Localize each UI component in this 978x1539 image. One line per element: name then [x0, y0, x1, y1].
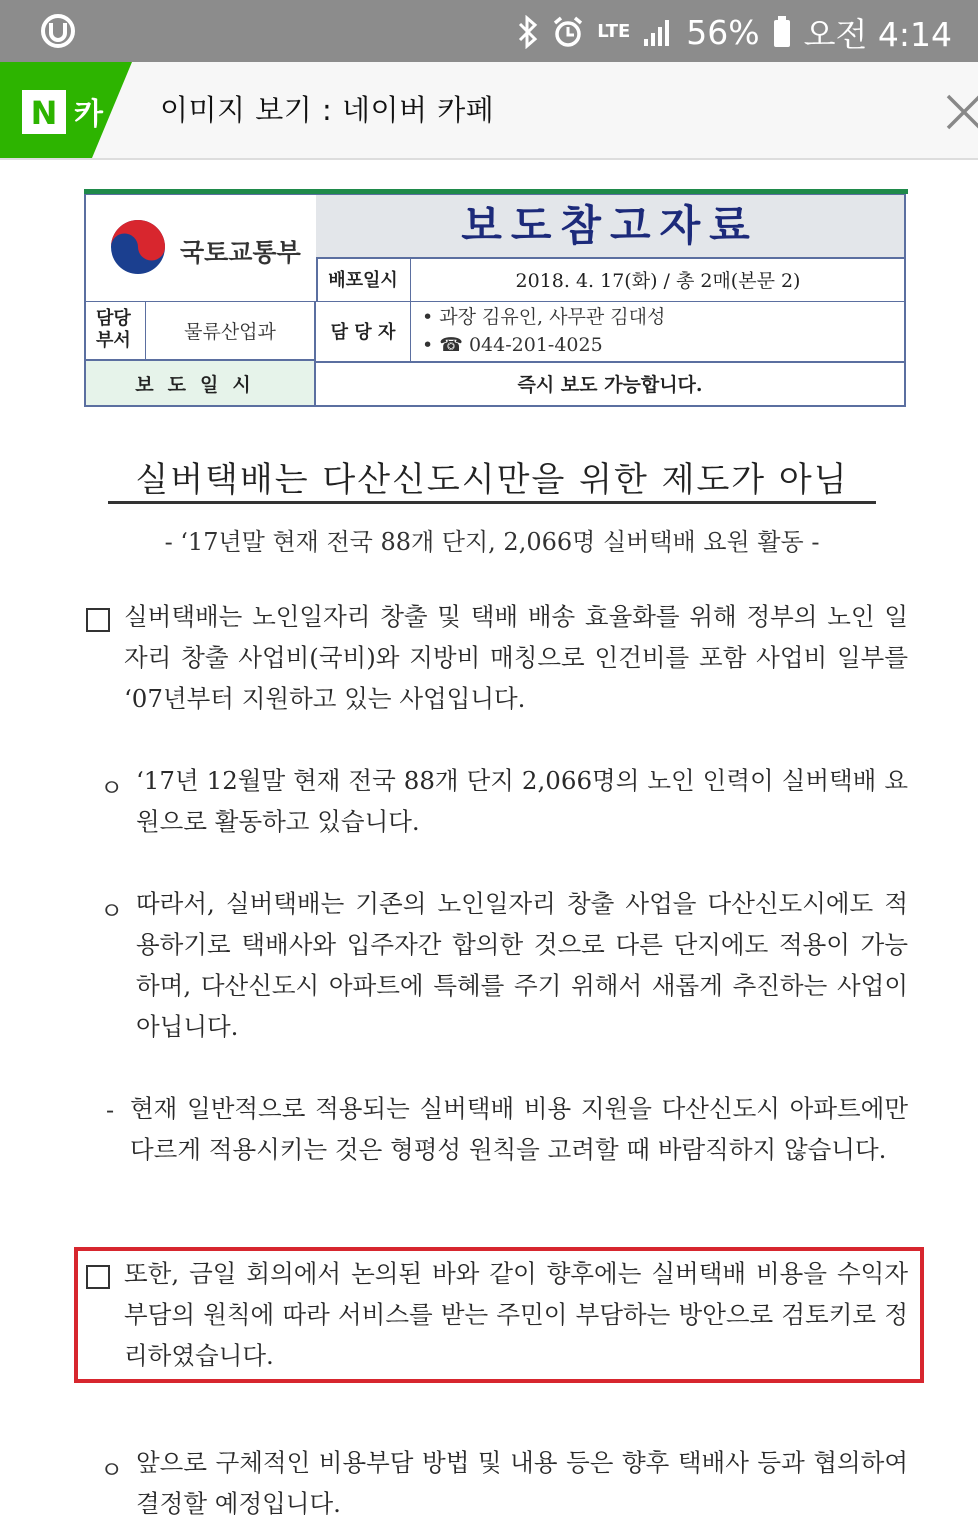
paragraph-1: 실버택배는 노인일자리 창출 및 택배 배송 효율화를 위해 정부의 노인 일자리 창출 사업비(국비)와 지방비 매칭으로 인건비를 포함 사업비 일부를 ‘07년부터 지원하고 있는 사업입니다. — [124, 602, 908, 713]
dept-label — [86, 301, 146, 361]
clock: 오전 4:14 — [803, 14, 952, 54]
alarm-icon — [551, 15, 585, 49]
uplus-carrier-icon — [40, 14, 76, 48]
viewer-app-bar — [0, 62, 978, 160]
battery-percent: 56% — [686, 12, 760, 52]
ministry-emblem-icon — [108, 217, 168, 277]
headline-underline — [108, 501, 876, 504]
contact-line-2: • ☎ 044-201-4025 — [422, 334, 603, 356]
close-icon[interactable] — [944, 92, 978, 132]
status-icons — [517, 8, 952, 56]
circle-bullet: ㅇ — [100, 1456, 124, 1484]
bluetooth-icon — [517, 15, 539, 49]
press-header-table — [84, 193, 906, 407]
release-label: 보도일시 — [86, 361, 316, 405]
distribution-value: 2018. 4. 17(화) / 총 2매(본문 2) — [515, 269, 801, 292]
distribution-label: 배포일시 — [316, 257, 411, 301]
distribution-row — [316, 257, 904, 302]
circle-bullet: ㅇ — [100, 897, 124, 925]
ministry-logo-cell — [86, 195, 318, 302]
battery-icon — [772, 15, 792, 49]
signal-icon — [642, 17, 674, 47]
checkbox-bullet-icon — [86, 1265, 110, 1289]
subheadline: - ‘17년말 현재 전국 88개 단지, 2,066명 실버택배 요원 활동 - — [164, 528, 820, 556]
dept-label-2: 부서 — [96, 330, 131, 351]
paragraph-2: ‘17년 12월말 현재 전국 88개 단지 2,066명의 노인 인력이 실버택배 요원으로 활동하고 있습니다. — [136, 766, 908, 836]
release-value: 즉시 보도 가능합니다. — [517, 373, 703, 396]
network-type: LTE — [597, 21, 631, 42]
contact-row — [316, 301, 904, 363]
brand-letter: N — [30, 94, 58, 132]
contact-label: 담 당 자 — [316, 301, 411, 361]
dept-value: 물류산업과 — [146, 301, 316, 361]
paragraph-3: 따라서, 실버택배는 기존의 노인일자리 창출 사업을 다산신도시에도 적용하기로 택배사와 입주자간 합의한 것으로 다른 단지에도 적용이 가능하며, 다산신도시 아파트에 특혜를 주기 위해서 새롭게 추진하는 사업이 아닙니다. — [136, 889, 908, 1041]
naver-cafe-logo[interactable] — [0, 62, 132, 158]
paragraph-4: 현재 일반적으로 적용되는 실버택배 비용 지원을 다산신도시 아파트에만 다르게 적용시키는 것은 형평성 원칙을 고려할 때 바람직하지 않습니다. — [130, 1094, 908, 1164]
dept-label-1: 담당 — [96, 308, 131, 329]
paragraph-5: 또한, 금일 회의에서 논의된 바와 같이 향후에는 실버택배 비용을 수익자 부담의 원칙에 따라 서비스를 받는 주민이 부담하는 방안으로 검토키로 정리하였습니다. — [124, 1259, 908, 1370]
contact-line-1: • 과장 김유인, 사무관 김대성 — [422, 306, 666, 328]
contact-value — [412, 301, 904, 363]
header-top-line — [84, 189, 908, 194]
ministry-name: 국토교통부 — [180, 238, 301, 267]
dash-bullet: - — [106, 1096, 115, 1124]
viewer-title: 이미지 보기 : 네이버 카페 — [160, 93, 495, 127]
headline: 실버택배는 다산신도시만을 위한 제도가 아님 — [135, 460, 849, 500]
checkbox-bullet-icon — [86, 608, 110, 632]
press-release-image[interactable] — [0, 160, 978, 1539]
status-bar — [0, 0, 978, 62]
doc-type-title: 보도참고자료 — [316, 195, 904, 259]
brand-text: 카 — [74, 97, 103, 132]
paragraph-6: 앞으로 구체적인 비용부담 방법 및 내용 등은 향후 택배사 등과 협의하여 결정할 예정입니다. — [136, 1448, 908, 1518]
circle-bullet: ㅇ — [100, 774, 124, 802]
